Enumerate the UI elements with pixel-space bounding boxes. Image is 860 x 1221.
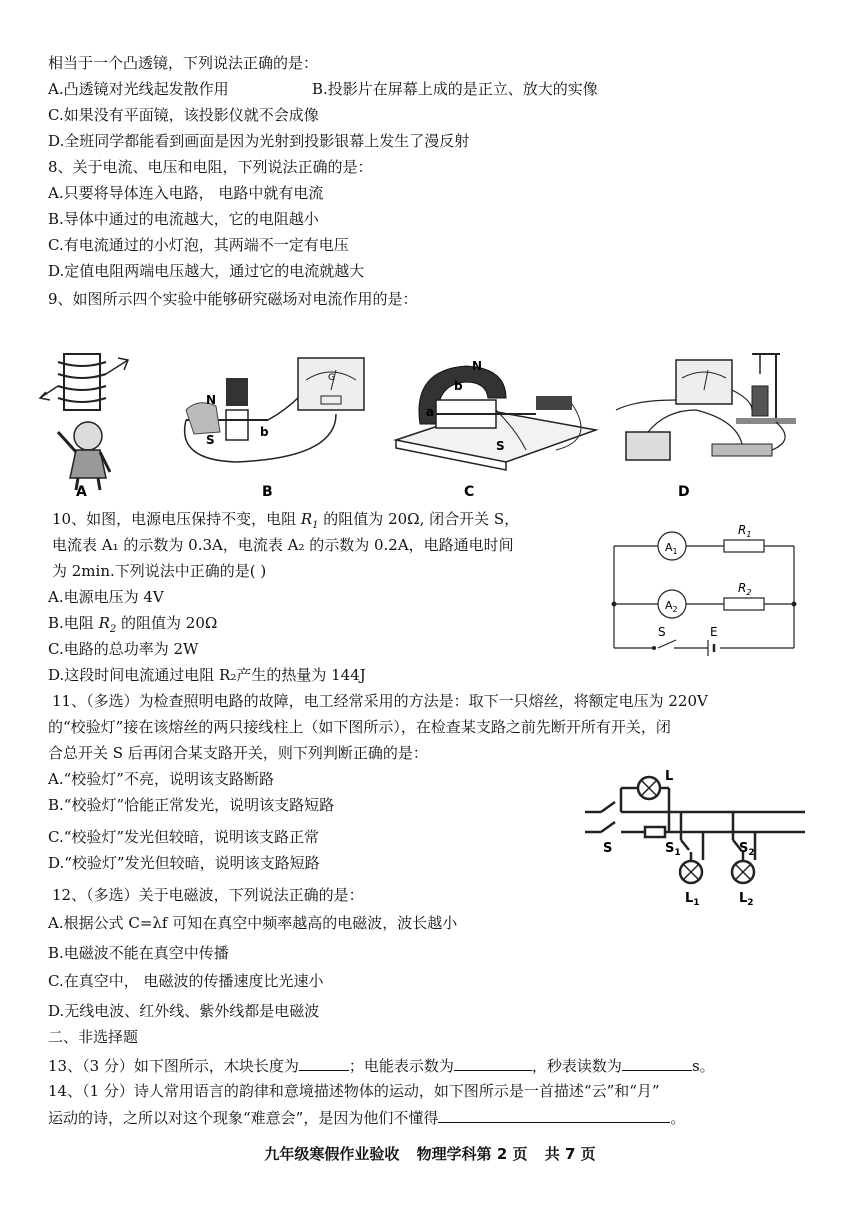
footer-exam-title: 九年级寒假作业验收 xyxy=(264,1145,400,1163)
q12-option-c: C.在真空中， 电磁波的传播速度比光速小 xyxy=(48,972,324,990)
resistor-r1-icon xyxy=(724,540,764,552)
figure-b-s-label: S xyxy=(206,433,215,447)
q7-option-a: A.凸透镜对光线起发散作用 xyxy=(48,80,229,98)
q13-line: 13、（3 分）如下图所示，木块长度为 ；电能表示数为 ，秒表读数为 s。 xyxy=(48,1054,715,1077)
q12-stem: 12、（多选）关于电磁波，下列说法正确的是： xyxy=(52,886,364,904)
q8-option-d: D.定值电阻两端电压越大，通过它的电流就越大 xyxy=(48,262,365,280)
q10-option-c: C.电路的总功率为 2W xyxy=(48,640,199,658)
figure-a-solenoid xyxy=(40,354,128,490)
switch-s2-label: $S_2$ xyxy=(739,841,755,858)
figure-b-n-label: N xyxy=(206,393,217,407)
q11-option-b: B.“校验灯”恰能正常发光，说明该支路短路 xyxy=(48,796,335,814)
q10-option-b: B.电阻 $R_2$ 的阻值为 20Ω xyxy=(48,614,218,635)
resistor-r2-icon xyxy=(724,598,764,610)
q7-option-d: D.全班同学都能看到画面是因为光射到投影银幕上发生了漫反射 xyxy=(48,132,470,150)
lamp-l2-label: $L_2$ xyxy=(739,891,754,908)
q10-line1: 10、如图，电源电压保持不变，电阻 $R_1$ 的阻值为 20Ω, 闭合开关 S， xyxy=(52,510,520,531)
figure-c-b-label: b xyxy=(454,379,463,393)
q8-stem: 8、关于电流、电压和电阻，下列说法正确的是： xyxy=(48,158,373,176)
figure-b-g-label: G xyxy=(328,373,335,383)
q14-answer-blank[interactable] xyxy=(438,1106,670,1123)
figure-label-a: A xyxy=(76,484,87,500)
q9-stem: 9、如图所示四个实验中能够研究磁场对电流作用的是： xyxy=(48,290,418,308)
main-switch-s-label: S xyxy=(603,841,613,856)
figure-c-n-label: N xyxy=(472,359,483,373)
switch-s-icon xyxy=(658,640,676,648)
footer-total-pages: 共 7 页 xyxy=(544,1145,596,1163)
figure-c-s-label: S xyxy=(496,439,505,453)
q7-stem-tail: 相当于一个凸透镜，下列说法正确的是： xyxy=(48,54,319,72)
q7-option-b: B.投影片在屏幕上成的是正立、放大的实像 xyxy=(312,80,598,98)
q10-circuit-diagram xyxy=(608,522,808,662)
figure-b-b-label: b xyxy=(260,425,269,439)
q10-line2: 电流表 A₁ 的示数为 0.3A，电流表 A₂ 的示数为 0.2A，电路通电时间 xyxy=(52,536,514,554)
q8-option-b: B.导体中通过的电流越大，它的电阻越小 xyxy=(48,210,319,228)
switch-s-label: S xyxy=(658,625,666,639)
q11-line2: 的“校验灯”接在该熔丝的两只接线柱上（如下图所示），在检查某支路之前先断开所有开关，闭 xyxy=(48,718,671,736)
fuse-icon xyxy=(645,827,665,837)
figure-d-electromagnet xyxy=(616,354,796,460)
resistor-r1-label: $R_1$ xyxy=(738,523,752,539)
q12-option-a: A.根据公式 C=λf 可知在真空中频率越高的电磁波，波长越小 xyxy=(48,914,458,932)
q10-line3: 为 2min.下列说法中正确的是( ) xyxy=(52,562,267,580)
q10-r2-symbol: $R_2$ xyxy=(98,614,117,635)
figure-label-c: C xyxy=(464,484,475,500)
resistor-r2-label: $R_2$ xyxy=(738,581,752,597)
figure-b-galvanometer xyxy=(185,358,364,462)
q11-line3: 合总开关 S 后再闭合某支路开关，则下列判断正确的是： xyxy=(48,744,428,762)
q11-line1: 11、（多选）为检查照明电路的故障，电工经常采用的方法是：取下一只熔丝，将额定电压为 220V xyxy=(52,692,708,710)
q11-circuit-diagram xyxy=(585,770,810,910)
figure-c-a-label: a xyxy=(426,405,435,419)
figure-c-motor-rails xyxy=(396,359,596,470)
switch-s1-label: $S_1$ xyxy=(665,841,681,858)
q14-line2: 运动的诗，之所以对这个现象“难意会”，是因为他们不懂得 。 xyxy=(48,1106,685,1129)
lamp-l1-label: $L_1$ xyxy=(685,891,700,908)
q11-option-d: D.“校验灯”发光但较暗，说明该支路短路 xyxy=(48,854,320,872)
page-footer xyxy=(0,1143,860,1164)
q7-option-c: C.如果没有平面镜，该投影仪就不会成像 xyxy=(48,106,319,124)
ammeter-a1-label: $A_1$ xyxy=(665,541,678,556)
q10-r1-symbol: $R_1$ xyxy=(300,510,319,531)
q13-length-blank[interactable] xyxy=(299,1054,349,1071)
q12-option-b: B.电磁波不能在真空中传播 xyxy=(48,944,229,962)
q11-option-c: C.“校验灯”发光但较暗，说明该支路正常 xyxy=(48,828,320,846)
q13-stopwatch-blank[interactable] xyxy=(622,1054,692,1071)
q10-option-a: A.电源电压为 4V xyxy=(48,588,164,606)
section-2-heading: 二、非选择题 xyxy=(48,1028,139,1046)
footer-page-number: 物理学科第 2 页 xyxy=(416,1145,528,1163)
q11-option-a: A.“校验灯”不亮，说明该支路断路 xyxy=(48,770,274,788)
figure-label-d: D xyxy=(678,484,690,500)
check-lamp-l-label: L xyxy=(665,770,674,784)
q13-meter-blank[interactable] xyxy=(454,1054,532,1071)
q8-option-a: A.只要将导体连入电路， 电路中就有电流 xyxy=(48,184,324,202)
battery-e-label: E xyxy=(710,625,718,639)
q8-option-c: C.有电流通过的小灯泡，其两端不一定有电压 xyxy=(48,236,349,254)
ammeter-a2-label: $A_2$ xyxy=(665,599,678,614)
figure-label-b: B xyxy=(262,484,273,500)
q10-option-d: D.这段时间电流通过电阻 R₂产生的热量为 144J xyxy=(48,666,366,684)
q9-figure xyxy=(36,340,806,502)
q14-line1: 14、（1 分）诗人常用语言的韵律和意境描述物体的运动，如下图所示是一首描述“云”和“月” xyxy=(48,1082,660,1100)
q12-option-d: D.无线电波、红外线、紫外线都是电磁波 xyxy=(48,1002,320,1020)
